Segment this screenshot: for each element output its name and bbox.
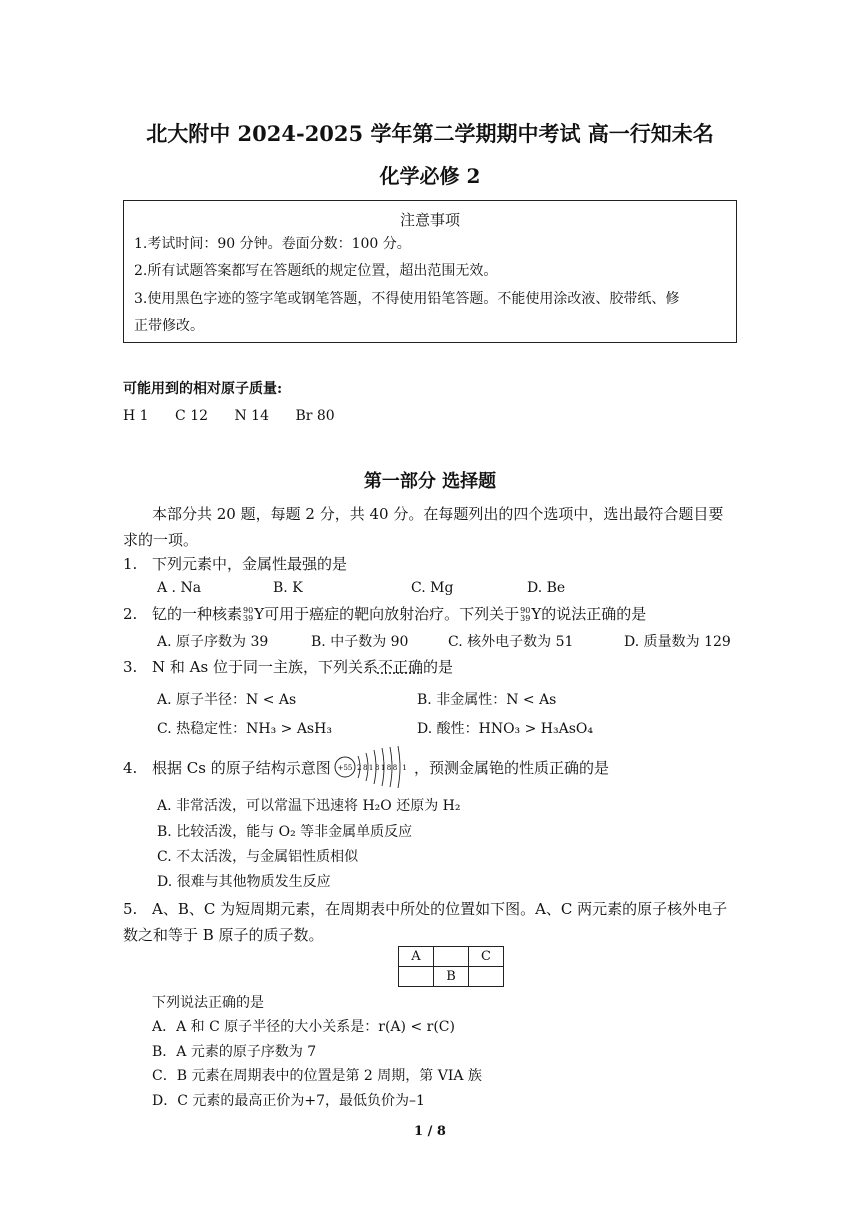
- q5-stem-line1: A、B、C 为短周期元素，在周期表中所处的位置如下图。A、C 两元素的原子核外电子: [152, 900, 728, 918]
- q2-stem-c: 的说法正确的是: [541, 605, 647, 623]
- q2-isotope-1: [243, 607, 253, 623]
- iso-z: 39: [243, 614, 254, 623]
- q2-stem: [152, 604, 646, 624]
- q5-number: 5.: [123, 900, 138, 918]
- notice-item-3: 3.使用黑色字迹的签字笔或钢笔答题，不得使用铅笔答题。不能使用涂改液、胶带纸、修: [134, 291, 680, 307]
- mass-n: N 14: [234, 408, 269, 424]
- q5-option-c: C．B 元素在周期表中的位置是第 2 周期，第 VIA 族: [152, 1068, 482, 1084]
- iso-symbol: Y: [254, 605, 265, 623]
- nucleus-charge: +55: [337, 764, 353, 772]
- q1-option-c: C. Mg: [411, 580, 454, 596]
- iso-mass: 90: [243, 606, 254, 615]
- notice-item-1: 1.考试时间：90 分钟。卷面分数：100 分。: [134, 236, 411, 252]
- mass-h: H 1: [123, 408, 149, 424]
- q1-option-a: A . Na: [157, 580, 202, 596]
- shell-electron-counts: 2818188 1: [357, 764, 409, 772]
- q1-number: 1.: [123, 555, 138, 573]
- q2-option-b: B. 中子数为 90: [311, 634, 409, 650]
- q4-number: 4.: [123, 759, 138, 777]
- q3-emphasis: 不正确: [377, 658, 423, 676]
- q3-stem-a: N 和 As 位于同一主族，下列关系: [152, 658, 378, 676]
- q1-option-d: D. Be: [527, 580, 566, 596]
- atom-diagram-svg: [334, 742, 414, 790]
- q4-stem-a: 根据 Cs 的原子结构示意图: [152, 759, 331, 777]
- q5-stem-line2: 数之和等于 B 原子的质子数。: [123, 926, 324, 944]
- cell-empty: [399, 967, 434, 987]
- cell-empty: [469, 967, 504, 987]
- q5-ask: 下列说法正确的是: [152, 995, 264, 1011]
- mass-br: Br 80: [295, 408, 335, 424]
- q3-number: 3.: [123, 658, 138, 676]
- atomic-mass-label: 可能用到的相对原子质量:: [123, 381, 283, 397]
- q5-option-d: D．C 元素的最高正价为+7，最低负价为–1: [152, 1093, 425, 1109]
- mass-c: C 12: [175, 408, 209, 424]
- q3-stem-c: 的是: [422, 658, 453, 676]
- q2-option-c: C. 核外电子数为 51: [448, 634, 574, 650]
- exam-subtitle: 化学必修 2: [379, 164, 481, 188]
- q5-option-a: A．A 和 C 原子半径的大小关系是：r(A) < r(C): [152, 1019, 455, 1035]
- q3-option-b: B. 非金属性：N < As: [417, 692, 557, 708]
- q4-option-c: C. 不太活泼，与金属铝性质相似: [157, 849, 359, 865]
- iso-mass: 90: [520, 606, 531, 615]
- cs-atomic-structure-diagram: [334, 742, 414, 790]
- q2-isotope-2: [520, 607, 530, 623]
- notice-item-4: 正带修改。: [134, 318, 204, 334]
- q2-stem-a: 钇的一种核素: [152, 605, 243, 623]
- q3-option-c: C. 热稳定性：NH₃ > AsH₃: [157, 721, 332, 737]
- q1-stem: 下列元素中，金属性最强的是: [152, 555, 348, 573]
- page-number: 1 / 8: [414, 1124, 446, 1139]
- q2-option-d: D. 质量数为 129: [624, 634, 731, 650]
- q4-option-d: D. 很难与其他物质发生反应: [157, 874, 331, 890]
- q4-option-a: A. 非常活泼，可以常温下迅速将 H₂O 还原为 H₂: [157, 798, 461, 814]
- atomic-mass-values: [123, 406, 357, 426]
- q2-stem-b: 可用于癌症的靶向放射治疗。下列关于: [264, 605, 520, 623]
- q5-option-b: B．A 元素的原子序数为 7: [152, 1044, 317, 1060]
- iso-z: 39: [520, 614, 531, 623]
- q3-option-d: D. 酸性：HNO₃ > H₃AsO₄: [417, 721, 594, 737]
- q1-option-b: B. K: [273, 580, 303, 596]
- notice-title: 注意事项: [399, 211, 460, 229]
- notice-box: [123, 200, 737, 343]
- notice-item-2: 2.所有试题答案都写在答题纸的规定位置，超出范围无效。: [134, 263, 498, 279]
- q2-option-a: A. 原子序数为 39: [157, 634, 269, 650]
- section-title: 第一部分 选择题: [363, 471, 497, 492]
- q3-stem: [152, 657, 453, 677]
- periodic-table-fragment: [398, 946, 504, 987]
- q4-stem-b: ，预测金属铯的性质正确的是: [414, 759, 610, 777]
- cell-c: C: [469, 947, 504, 967]
- iso-symbol: Y: [531, 605, 542, 623]
- exam-title: 北大附中 2024-2025 学年第二学期期中考试 高一行知未名: [146, 121, 714, 146]
- q2-number: 2.: [123, 605, 138, 623]
- section-intro-line1: 本部分共 20 题，每题 2 分，共 40 分。在每题列出的四个选项中，选出最符合题目要: [152, 505, 724, 523]
- cell-empty: [434, 947, 469, 967]
- cell-a: A: [399, 947, 434, 967]
- q3-option-a: A. 原子半径：N < As: [157, 692, 297, 708]
- q4-option-b: B. 比较活泼，能与 O₂ 等非金属单质反应: [157, 824, 413, 840]
- section-intro-line2: 求的一项。: [123, 531, 199, 549]
- cell-b: B: [434, 967, 469, 987]
